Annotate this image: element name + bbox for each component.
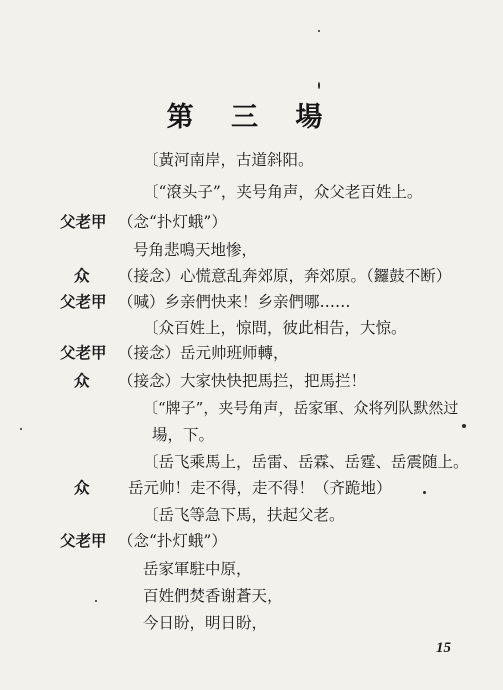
stage-direction: 〔岳飞乘馬上，岳雷、岳霖、岳霆、岳震随上。 (143, 453, 469, 471)
dialogue-line: （接念）大家快快把馬拦，把馬拦！ (118, 372, 367, 390)
speaker-label: 众 (74, 267, 90, 285)
verse-line: 百姓們焚香谢蒼天， (143, 587, 283, 605)
dialogue-line: （念“扑灯蛾”） (118, 532, 227, 550)
print-speck (462, 424, 466, 428)
print-speck (318, 30, 320, 32)
print-speck (95, 600, 97, 602)
verse-line: 号角悲鳴天地惨， (133, 241, 258, 259)
speaker-label: 父老甲 (60, 532, 107, 550)
scene-title: 第 三 場 (166, 102, 337, 133)
stage-direction: 〔“牌子”，夹号角声，岳家軍、众将列队默然过 (143, 399, 459, 417)
stage-direction: 〔“滾头子”，夹号角声，众父老百姓上。 (143, 183, 423, 201)
print-speck (318, 82, 320, 89)
speaker-label: 父老甲 (60, 293, 107, 311)
dialogue-line: （念“扑灯蛾”） (118, 213, 227, 231)
verse-line: 岳家軍駐中原， (143, 560, 252, 578)
speaker-label: 众 (74, 372, 90, 390)
speaker-label: 父老甲 (60, 344, 107, 362)
stage-direction: 〔黃河南岸，古道斜阳。 (143, 151, 314, 169)
speaker-label: 父老甲 (60, 213, 107, 231)
dialogue-line: （喊）乡亲們快来！乡亲們哪…… (118, 293, 351, 311)
stage-direction: 〔众百姓上，惊問，彼此相告，大惊。 (143, 319, 407, 337)
stage-direction-continued: 場，下。 (152, 426, 215, 444)
verse-line: 今日盼，明日盼， (143, 614, 268, 632)
print-speck (423, 491, 426, 494)
dialogue-line: （接念）心慌意乱奔郊原，奔郊原。（鑼鼓不断） (118, 267, 452, 285)
dialogue-line: （接念）岳元帅班师轉， (118, 344, 289, 362)
stage-direction: 〔岳飞等急下馬，扶起父老。 (143, 506, 345, 524)
print-speck (20, 428, 22, 430)
speaker-label: 众 (74, 479, 90, 497)
page-number: 15 (436, 640, 451, 656)
dialogue-line: 岳元帅！走不得，走不得！（齐跪地） (128, 479, 392, 497)
